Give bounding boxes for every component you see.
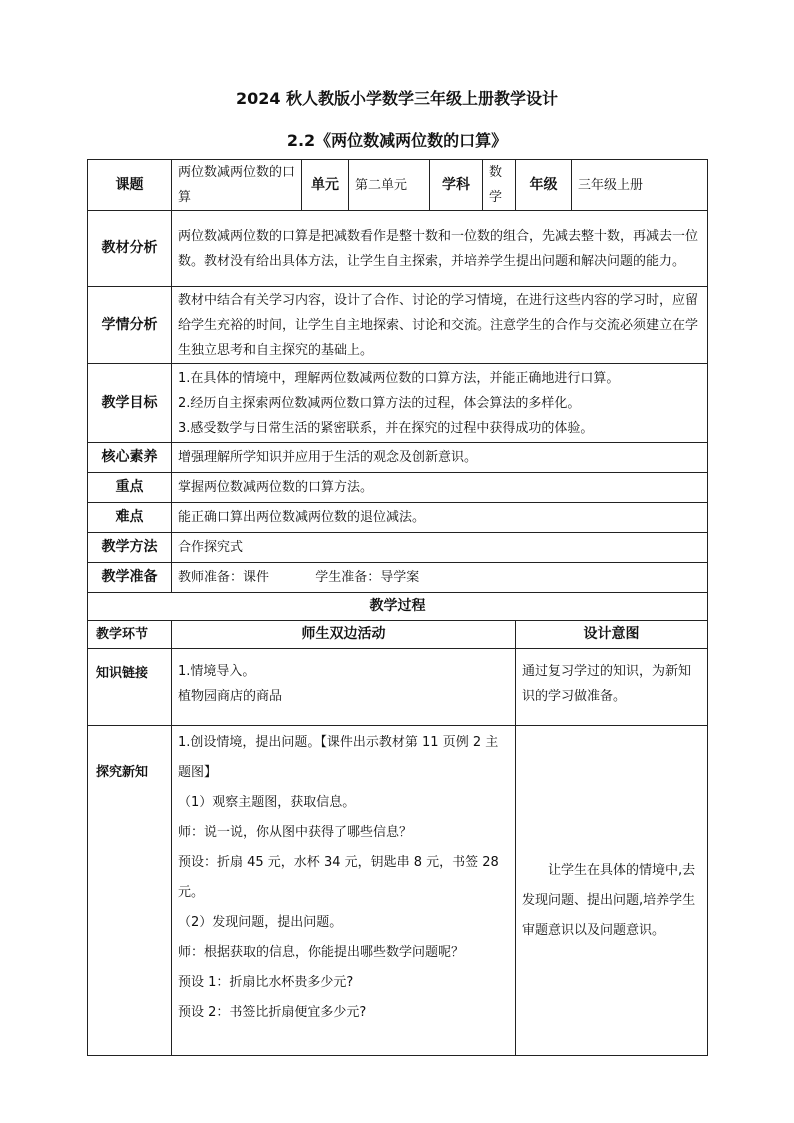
activity-line: 1.创设情境，提出问题。【课件出示教材第 11 页例 2 主题图】 [178,735,499,780]
textbook-analysis-label: 教材分析 [88,211,172,287]
unit-label: 单元 [302,160,349,211]
activity-line: 预设：折扇 45 元，水杯 34 元，钥匙串 8 元，书签 28 元。 [178,855,499,900]
teaching-process-heading: 教学过程 [88,593,708,621]
grade-label: 年级 [516,160,572,211]
subject-label: 学科 [430,160,483,211]
unit-value: 第二单元 [349,160,430,211]
teacher-prep: 教师准备：课件 [178,570,270,585]
goal-item: 3.感受数学与日常生活的紧密联系，并在探究的过程中获得成功的体验。 [178,420,594,436]
topic-label: 课题 [88,160,172,211]
teaching-prep-label: 教学准备 [88,563,172,593]
subject-value: 数学 [483,160,516,211]
lesson-plan-table [87,159,708,1056]
activity-line: 植物园商店的商品 [178,689,283,704]
learner-analysis-label: 学情分析 [88,287,172,364]
student-prep: 学生准备：导学案 [315,570,420,585]
knowledge-link-label: 知识链接 [88,649,172,726]
learner-analysis-text: 教材中结合有关学习内容，设计了合作、讨论的学习情境，在进行这些内容的学习时，应留给学生充裕的时间，让学生自主地探索、讨论和交流。注意学生的合作与交流必须建立在学生独立思考和自主探究的基础上。 [172,287,708,364]
topic-value: 两位数减两位数的口算 [172,160,302,211]
stage-column-header: 教学环节 [88,621,172,649]
teaching-prep [172,563,708,593]
document-title: 2024 秋人教版小学数学三年级上册教学设计 [235,89,559,108]
key-point-label: 重点 [88,473,172,503]
activity-line: 1.情境导入。 [178,664,256,679]
teaching-goals-label: 教学目标 [88,364,172,443]
key-point-text: 掌握两位数减两位数的口算方法。 [172,473,708,503]
explore-new-intent: 让学生在具体的情境中,去发现问题、提出问题,培养学生审题意识以及问题意识。 [516,726,708,1056]
explore-new-label: 探究新知 [88,726,172,1056]
lesson-title: 2.2《两位数减两位数的口算》 [286,131,508,150]
textbook-analysis-text: 两位数减两位数的口算是把减数看作是整十数和一位数的组合，先减去整十数，再减去一位数。教材没有给出具体方法，让学生自主探索，并培养学生提出问题和解决问题的能力。 [172,211,708,287]
activity-line: （1）观察主题图，获取信息。 [178,795,356,810]
activity-line: 预设 2：书签比折扇便宜多少元? [178,1005,367,1020]
core-literacy-text: 增强理解所学知识并应用于生活的观念及创新意识。 [172,443,708,473]
goal-item: 1.在具体的情境中，理解两位数减两位数的口算方法，并能正确地进行口算。 [178,370,620,386]
activity-line: 预设 1：折扇比水杯贵多少元? [178,975,354,990]
knowledge-link-intent: 通过复习学过的知识，为新知识的学习做准备。 [516,649,708,726]
activity-line: 师：说一说，你从图中获得了哪些信息？ [178,825,413,840]
teaching-goals [172,364,708,443]
difficulty-label: 难点 [88,503,172,533]
explore-new-activity [172,726,516,1056]
teaching-method-label: 教学方法 [88,533,172,563]
teaching-method-text: 合作探究式 [172,533,708,563]
grade-value: 三年级上册 [572,160,708,211]
knowledge-link-activity [172,649,516,726]
goal-item: 2.经历自主探索两位数减两位数口算方法的过程，体会算法的多样化。 [178,395,581,411]
activity-column-header: 师生双边活动 [172,621,516,649]
core-literacy-label: 核心素养 [88,443,172,473]
intent-column-header: 设计意图 [516,621,708,649]
difficulty-text: 能正确口算出两位数减两位数的退位减法。 [172,503,708,533]
activity-line: 师：根据获取的信息，你能提出哪些数学问题呢？ [178,945,465,960]
activity-line: （2）发现问题，提出问题。 [178,915,343,930]
